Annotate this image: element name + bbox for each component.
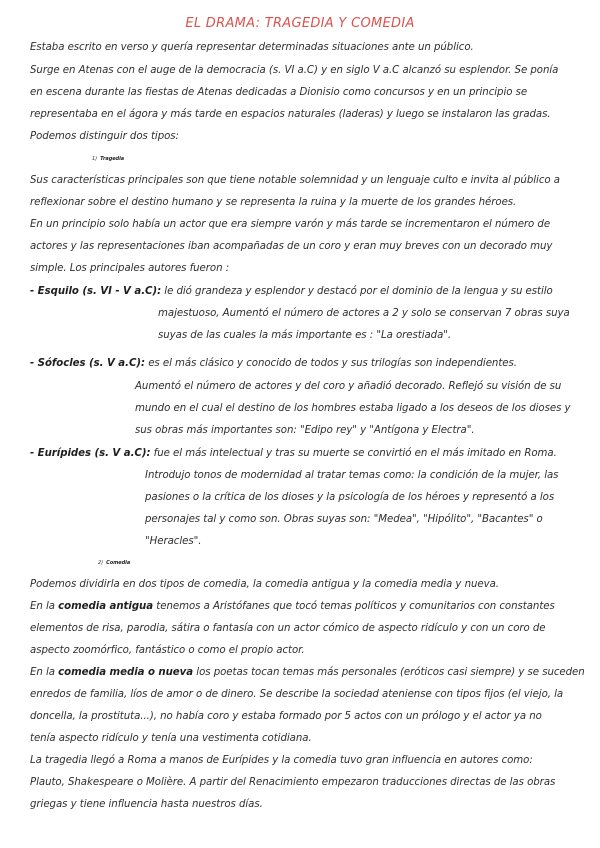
author-text: le dió grandeza y esplendor y destacó por el dominio de la lengua y su estilo — [161, 286, 553, 297]
closing-line: La tragedia llegó a Roma a manos de Eurípides y la comedia tuvo gran influencia en autores como: — [30, 755, 533, 766]
tragedia-line: simple. Los principales autores fueron : — [30, 263, 230, 274]
section-title: Tragedia — [100, 156, 125, 162]
text-prefix: En la — [30, 667, 59, 678]
author-name: - Esquilo (s. VI - V a.C): — [30, 286, 162, 297]
section-number: 2) — [98, 560, 104, 566]
closing-line: Plauto, Shakespeare o Molière. A partir del Renacimiento empezaron traducciones directas de las obras — [30, 777, 556, 788]
author-text: Aumentó el número de actores y del coro y añadió decorado. Reflejó su visión de su — [135, 381, 562, 392]
comedia-media — [30, 666, 585, 680]
text-rest: los poetas tocan temas más personales (eróticos casi siempre) y se suceden — [193, 667, 585, 678]
author-text: Introdujo tonos de modernidad al tratar temas como: la condición de la mujer, las — [145, 470, 559, 481]
author-esquilo — [30, 285, 575, 299]
section-heading-comedia — [98, 556, 600, 570]
comedia-line: enredos de familia, líos de amor o de dinero. Se describe la sociedad ateniense con tipos fijos (el viejo, la — [30, 689, 564, 700]
author-text: pasiones o la crítica de los dioses y la psicología de los héroes y representó a los — [145, 492, 555, 503]
text-rest: tenemos a Aristófanes que tocó temas políticos y comunitarios con constantes — [153, 601, 555, 612]
term-comedia-antigua: comedia antigua — [58, 601, 154, 612]
intro-line: Podemos distinguir dos tipos: — [30, 131, 179, 142]
author-text: sus obras más importantes son: "Edipo rey" y "Antígona y Electra". — [135, 425, 475, 436]
comedia-intro: Podemos dividirla en dos tipos de comedia, la comedia antigua y la comedia media y nueva. — [30, 579, 499, 590]
intro-line: Estaba escrito en verso y quería representar determinadas situaciones ante un público. — [30, 42, 474, 53]
section-heading-tragedia — [92, 152, 600, 166]
text-prefix: En la — [30, 601, 59, 612]
author-text: fue el más intelectual y tras su muerte se convirtió en el más imitado en Roma. — [150, 448, 557, 459]
author-sofocles — [30, 357, 575, 371]
term-comedia-media: comedia media o nueva — [58, 667, 194, 678]
author-text: majestuoso, Aumentó el número de actores a 2 y solo se conservan 7 obras suya — [158, 308, 570, 319]
author-text: personajes tal y como son. Obras suyas son: "Medea", "Hipólito", "Bacantes" o — [145, 514, 543, 525]
page-title: EL DRAMA: TRAGEDIA Y COMEDIA — [185, 16, 415, 31]
comedia-line: elementos de risa, parodia, sátira o fantasía con un actor cómico de aspecto ridículo y con un coro de — [30, 623, 546, 634]
author-text: es el más clásico y conocido de todos y sus trilogías son independientes. — [145, 358, 517, 369]
comedia-line: doncella, la prostituta...), no había coro y estaba formado por 5 actos con un prólogo y el actor ya no — [30, 711, 542, 722]
author-text: suyas de las cuales la más importante es : "La orestiada". — [158, 330, 452, 341]
section-number: 1) — [92, 156, 98, 162]
comedia-line: aspecto zoomórfico, fantástico o como el propio actor. — [30, 645, 305, 656]
author-text: mundo en el cual el destino de los hombres estaba ligado a los deseos de los dioses y — [135, 403, 571, 414]
author-name: - Sófocles (s. V a.C): — [30, 358, 146, 369]
closing-line: griegas y tiene influencia hasta nuestros días. — [30, 799, 263, 810]
tragedia-line: reflexionar sobre el destino humano y se representa la ruina y la muerte de los grandes héroes. — [30, 197, 517, 208]
intro-line: Surge en Atenas con el auge de la democracia (s. VI a.C) y en siglo V a.C alcanzó su esplendor. Se ponía — [30, 65, 559, 76]
intro-line: en escena durante las fiestas de Atenas dedicadas a Dionisio como concursos y en un principio se — [30, 87, 528, 98]
intro-line: representaba en el ágora y más tarde en espacios naturales (laderas) y luego se instalaron las gradas. — [30, 109, 551, 120]
author-euripides — [30, 447, 575, 461]
comedia-line: tenía aspecto ridículo y tenía una vestimenta cotidiana. — [30, 733, 312, 744]
author-name: - Eurípides (s. V a.C): — [30, 448, 151, 459]
tragedia-line: actores y las representaciones iban acompañadas de un coro y eran muy breves con un decorado muy — [30, 241, 553, 252]
author-text: "Heracles". — [145, 536, 202, 547]
section-title: Comedia — [106, 560, 131, 566]
tragedia-line: Sus características principales son que tiene notable solemnidad y un lenguaje culto e invita al público a — [30, 175, 560, 186]
comedia-antigua — [30, 600, 575, 614]
tragedia-line: En un principio solo había un actor que era siempre varón y más tarde se incrementaron el número de — [30, 219, 551, 230]
